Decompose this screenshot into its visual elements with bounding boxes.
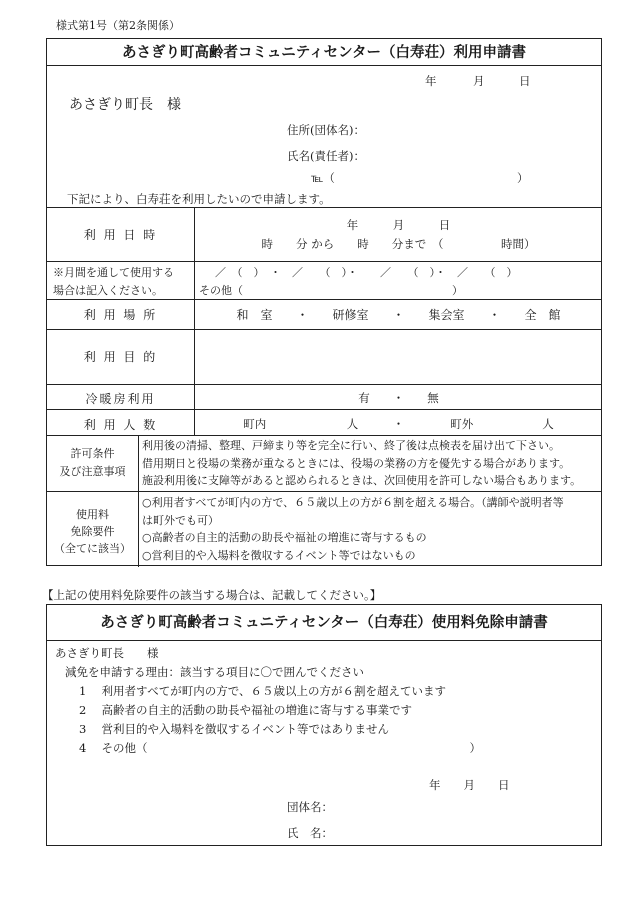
exemption-text: [142, 494, 564, 564]
name-field[interactable]: 氏名(責任者)：: [287, 149, 365, 163]
exemption-line: ○営利目的や入場料を徴収するイベント等ではないもの: [142, 548, 416, 562]
monthly-usage-label-1: ※月間を通して使用する: [53, 266, 174, 279]
exemption-addressee: あさぎり町長 様: [55, 646, 159, 660]
applicant-name-field[interactable]: 氏 名：: [287, 826, 333, 840]
date-year-label: 年: [425, 74, 437, 88]
usage-date-field[interactable]: 年 月 日: [346, 218, 451, 232]
aircon-options[interactable]: 有 ・ 無: [358, 391, 439, 405]
condition-line: 施設利用後に支障等があると認められるときは、次回使用を許可しない場合もあります。: [142, 474, 582, 487]
date-month-label: 月: [473, 74, 485, 88]
exemption-label-2: 免除要件: [70, 525, 115, 538]
place-label: 利 用 場 所: [83, 308, 158, 322]
address-field[interactable]: 住所(団体名)：: [287, 123, 365, 137]
reason-number: 3: [79, 722, 87, 736]
headcount-label: 利 用 人 数: [83, 418, 158, 432]
condition-line: 利用後の清掃、整理、戸締まり等を完全に行い、終了後は点検表を届け出て下さい。: [142, 439, 560, 452]
group-name-field[interactable]: 団体名：: [287, 800, 333, 814]
headcount-field[interactable]: 町内 人 ・ 町外 人: [243, 417, 554, 431]
purpose-label: 利 用 目 的: [83, 350, 158, 364]
condition-line: 借用期日と役場の業務が重なるときには、役場の業務の方を優先する場合があります。: [142, 456, 571, 470]
exemption-title: あさぎり町高齢者コミュニティセンター（白寿荘）使用料免除申請書: [47, 605, 601, 641]
reason-number: 1: [79, 684, 87, 698]
exemption-line: ○高齢者の自主的活動の助長や福祉の増進に寄与するもの: [142, 531, 427, 544]
exemption-line: は町外でも可）: [142, 513, 219, 527]
date-day-label: 日: [519, 74, 531, 88]
tel-field[interactable]: ℡（: [311, 171, 335, 185]
tel-close: ）: [517, 171, 529, 185]
reason-text: その他（ ）: [101, 741, 481, 755]
application-title: あさぎり町高齢者コミュニティセンター（白寿荘）利用申請書: [47, 39, 601, 66]
conditions-label-1: 許可条件: [70, 447, 115, 460]
conditions-label-2: 及び注意事項: [59, 465, 126, 478]
reason-number: 4: [79, 741, 87, 755]
reason-text: 高齢者の自主的活動の助長や福祉の増進に寄与する事業です: [101, 703, 412, 717]
exemption-form: [46, 604, 602, 846]
form-number: 様式第1号（第2条関係）: [56, 19, 180, 32]
reason-intro: 減免を申請する理由：該当する項目に〇で囲んでください: [65, 665, 364, 679]
purpose-field[interactable]: [199, 334, 597, 380]
application-form: [46, 38, 602, 566]
conditions-text: [142, 437, 581, 490]
reason-item-2[interactable]: [79, 702, 412, 718]
reason-item-3[interactable]: [79, 721, 389, 737]
usage-time-field[interactable]: 時 分 から 時 分まで （ 時間）: [261, 237, 536, 251]
aircon-label: 冷暖房利用: [85, 392, 156, 406]
place-options[interactable]: 和 室 ・ 研修室 ・ 集会室 ・ 全 館: [236, 308, 561, 322]
exemption-date[interactable]: 年 月 日: [429, 778, 510, 792]
monthly-usage-slots[interactable]: ／ （ ） ・ ／ （ ）・ ／ （ ）・ ／ （ ）: [215, 266, 518, 279]
exemption-label-1: 使用料: [76, 508, 109, 521]
addressee: あさぎり町長 様: [69, 97, 181, 113]
reason-item-1[interactable]: [79, 683, 446, 699]
monthly-usage-other[interactable]: その他（ ）: [199, 284, 463, 297]
exemption-line: ○利用者すべてが町内の方で、６５歳以上の方が６割を超える場合。（講師や説明者等: [142, 496, 564, 509]
exemption-notice: 【上記の使用料免除要件の該当する場合は、記載してください。】: [42, 588, 382, 602]
usage-datetime-label: 利 用 日 時: [83, 228, 158, 242]
reason-text: 営利目的や入場料を徴収するイベント等ではありません: [101, 722, 389, 736]
reason-text: 利用者すべてが町内の方で、６５歳以上の方が６割を超えています: [101, 684, 447, 698]
reason-number: 2: [79, 703, 87, 717]
monthly-usage-label-2: 場合は記入ください。: [53, 284, 163, 297]
intro-text: 下記により、白寿荘を利用したいので申請します。: [67, 192, 331, 206]
exemption-label-3: （全てに該当）: [54, 542, 131, 555]
reason-item-4[interactable]: [79, 740, 481, 756]
